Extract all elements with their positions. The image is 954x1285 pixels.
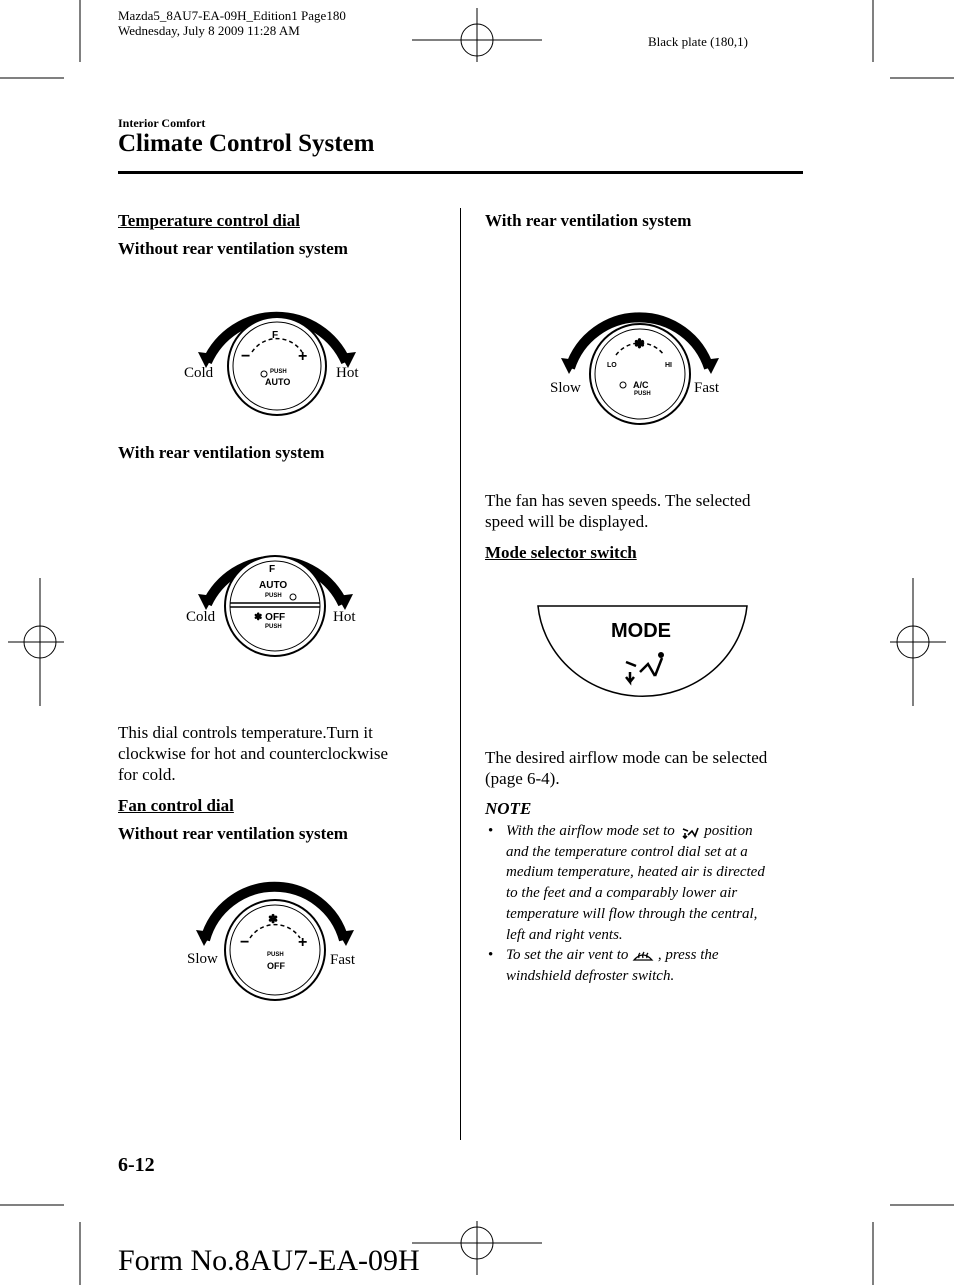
dial1-auto-button: AUTO bbox=[265, 377, 291, 387]
fan-dial-heading: Fan control dial bbox=[118, 796, 234, 815]
plate-label: Black plate (180,1) bbox=[648, 34, 748, 49]
mode-description bbox=[485, 747, 767, 789]
dial4-push-label: PUSH bbox=[634, 391, 651, 397]
dial2-cold-label: Cold bbox=[186, 609, 216, 625]
temp-gauge-icon: F bbox=[272, 330, 279, 341]
note-title: NOTE bbox=[485, 799, 532, 818]
note-bullet: • bbox=[488, 947, 494, 963]
dial3-slow-label: Slow bbox=[187, 951, 218, 967]
temp-description-line: This dial controls temperature.Turn it bbox=[118, 723, 373, 742]
note1-line: and the temperature control dial set at a bbox=[506, 843, 748, 860]
note-bullet: • bbox=[488, 823, 494, 839]
note1-text-post: position bbox=[704, 823, 753, 839]
fan-icon: ✽ bbox=[634, 336, 645, 351]
dial3-fast-label: Fast bbox=[330, 952, 356, 968]
mode-switch-heading: Mode selector switch bbox=[485, 543, 637, 562]
section-label: Interior Comfort bbox=[118, 116, 206, 130]
page-title: Climate Control System bbox=[118, 130, 375, 157]
mode-description-line: (page 6-4). bbox=[485, 769, 560, 788]
dial2-auto-button: AUTO bbox=[259, 580, 288, 591]
temp-with-rear-heading: With rear ventilation system bbox=[118, 443, 325, 462]
dial1-minus: − bbox=[241, 348, 251, 365]
note2-text-pre: To set the air vent to bbox=[506, 947, 629, 963]
note2-text-post: , press the bbox=[657, 947, 719, 963]
fan-without-rear-heading: Without rear ventilation system bbox=[118, 824, 348, 843]
fan-icon: ✽ bbox=[268, 912, 279, 926]
dial4-lo-label: LO bbox=[607, 362, 617, 369]
dial4-ac-button: A/C bbox=[633, 380, 649, 390]
dial4-fast-label: Fast bbox=[694, 380, 720, 396]
dial4-hi-label: HI bbox=[665, 362, 672, 369]
dial3-off-button: OFF bbox=[267, 961, 285, 971]
mode-button-label: MODE bbox=[611, 620, 671, 642]
fan-with-rear-heading: With rear ventilation system bbox=[485, 211, 692, 230]
windshield-defroster-icon bbox=[632, 948, 654, 964]
note1-line: medium temperature, heated air is directed bbox=[506, 864, 765, 881]
file-info-line1: Mazda5_8AU7-EA-09H_Edition1 Page180 bbox=[118, 8, 346, 23]
temp-dial-heading: Temperature control dial bbox=[118, 211, 300, 230]
temp-description-line: for cold. bbox=[118, 765, 176, 784]
feet-face-airflow-icon bbox=[679, 825, 701, 839]
note-item-2 bbox=[506, 945, 719, 986]
dial1-hot-label: Hot bbox=[336, 365, 359, 381]
temp-without-rear-heading: Without rear ventilation system bbox=[118, 239, 348, 258]
note1-text-pre: With the airflow mode set to bbox=[506, 823, 675, 839]
note1-line: temperature will flow through the central, bbox=[506, 905, 758, 922]
dial3-minus: − bbox=[240, 934, 250, 951]
note2-line: windshield defroster switch. bbox=[506, 967, 675, 984]
mode-description-line: The desired airflow mode can be selected bbox=[485, 748, 768, 767]
temp-description-line: clockwise for hot and counterclockwise bbox=[118, 744, 389, 763]
fan-description-line: The fan has seven speeds. The selected bbox=[485, 491, 751, 510]
form-number: Form No.8AU7-EA-09H bbox=[118, 1244, 420, 1277]
dial1-push-label: PUSH bbox=[270, 369, 287, 375]
temp-gauge-icon-2: F bbox=[269, 564, 276, 575]
note1-line: to the feet and a comparably lower air bbox=[506, 885, 738, 902]
dial4-slow-label: Slow bbox=[550, 380, 581, 396]
dial1-cold-label: Cold bbox=[184, 365, 214, 381]
dial3-plus: + bbox=[298, 934, 308, 951]
dial3-push-label: PUSH bbox=[267, 952, 284, 958]
fan-icon: ✽ bbox=[254, 612, 263, 623]
note-item-1 bbox=[506, 821, 765, 945]
dial2-push-label-2: PUSH bbox=[265, 624, 282, 630]
file-info-line2: Wednesday, July 8 2009 11:28 AM bbox=[118, 23, 300, 38]
fan-description-line: speed will be displayed. bbox=[485, 512, 649, 531]
page-number: 6-12 bbox=[118, 1154, 155, 1176]
note1-line: left and right vents. bbox=[506, 926, 623, 943]
dial2-hot-label: Hot bbox=[333, 609, 356, 625]
dial1-plus: + bbox=[298, 348, 308, 365]
dial2-push-label-1: PUSH bbox=[265, 593, 282, 599]
dial2-off-label: OFF bbox=[265, 612, 286, 623]
